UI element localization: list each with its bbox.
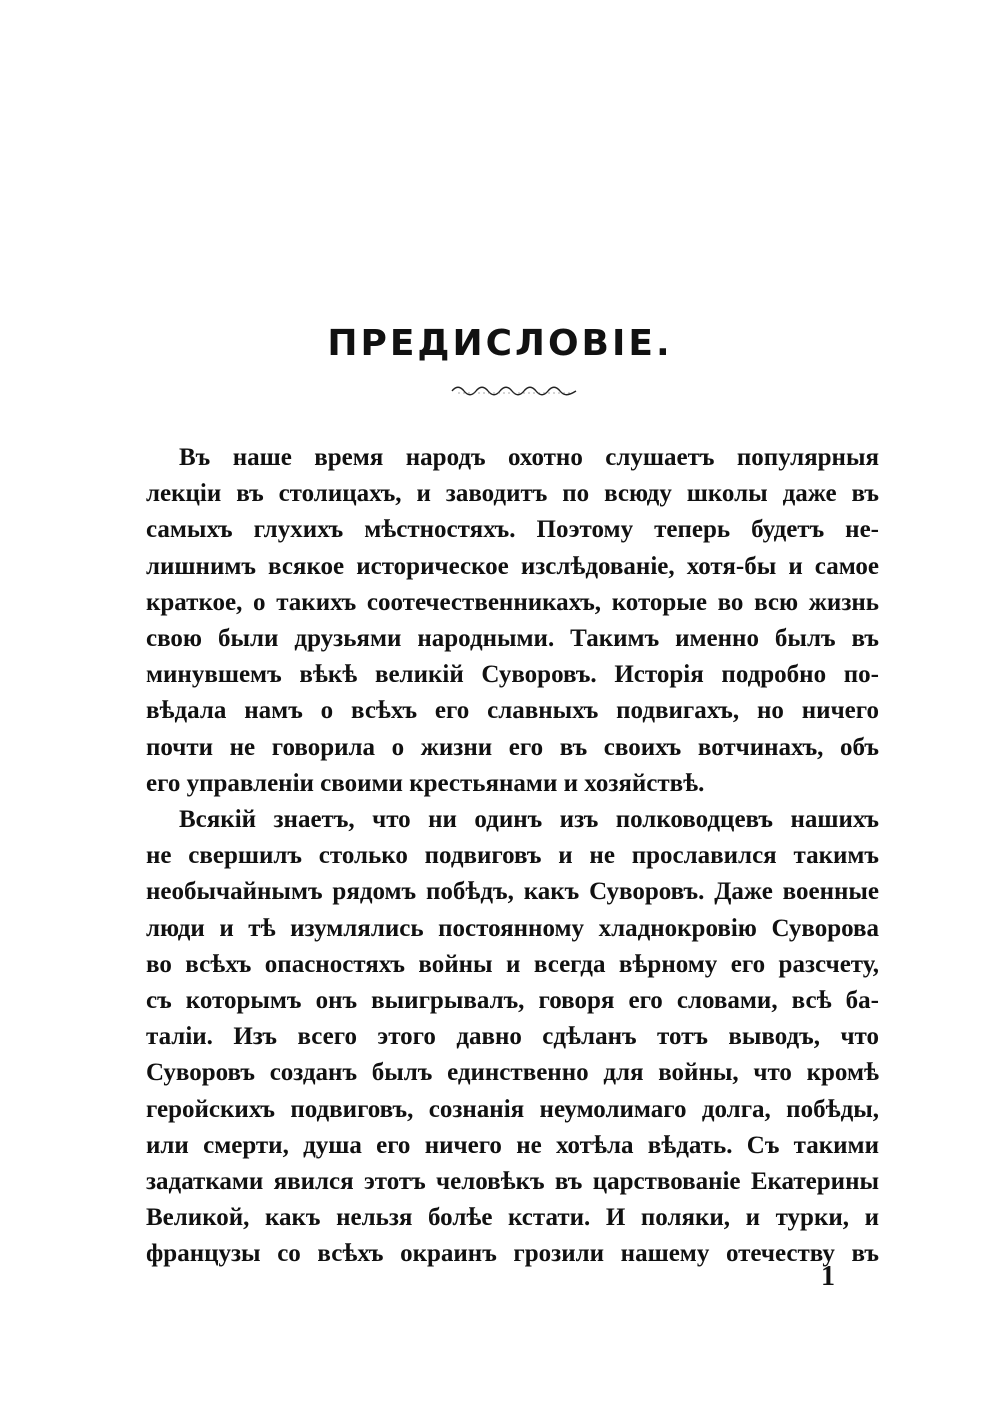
text-line: самыхъ глухихъ мѣстностяхъ. Поэтому теперь будетъ не- [146, 516, 879, 544]
paragraph [146, 440, 879, 802]
text-line: таліи. Изъ всего этого давно сдѣланъ тотъ выводъ, что [146, 1023, 879, 1051]
text-line: его управленіи своими крестьянами и хозяйствѣ. [146, 769, 705, 797]
text-line: свою были друзьями народными. Такимъ именно былъ въ [146, 625, 879, 653]
text-line: не свершилъ столько подвиговъ и не прославился такимъ [146, 842, 879, 870]
text-line: задатками явился этотъ человѣкъ въ царствованіе Екатерины [146, 1168, 879, 1196]
page-title: ПРЕДИСЛОВІЕ. [327, 323, 673, 364]
text-line: или смерти, душа его ничего не хотѣла вѣдать. Съ такими [146, 1131, 879, 1159]
text-line: лишнимъ всякое историческое изслѣдованіе, хотя-бы и самое [146, 552, 879, 580]
page-number: 1 [821, 1261, 835, 1292]
text-line: Великой, какъ нельзя болѣе кстати. И поляки, и турки, и [146, 1204, 879, 1232]
paragraph [146, 802, 879, 1273]
text-line: почти не говорила о жизни его въ своихъ вотчинахъ, объ [146, 733, 879, 761]
text-line: Суворовъ созданъ былъ единственно для войны, что кромѣ [146, 1059, 879, 1087]
text-line: вѣдала намъ о всѣхъ его славныхъ подвигахъ, но ничего [146, 697, 879, 725]
text-line: минувшемъ вѣкѣ великій Суворовъ. Исторія подробно по- [146, 661, 879, 689]
body-text [146, 440, 879, 1273]
text-line: геройскихъ подвиговъ, сознанія неумолимаго долга, побѣды, [146, 1095, 879, 1123]
text-line: Въ наше время народъ охотно слушаетъ популярныя [179, 444, 879, 471]
text-line: люди и тѣ изумлялись постоянному хладнокровію Суворова [146, 914, 879, 942]
text-line: во всѣхъ опасностяхъ войны и всегда вѣрному его разсчету, [146, 950, 879, 978]
text-line: Всякій знаетъ, что ни одинъ изъ полководцевъ нашихъ [179, 806, 879, 834]
text-line: необычайнымъ рядомъ побѣдъ, какъ Суворовъ. Даже военные [146, 878, 879, 906]
title-ornament [450, 384, 578, 398]
text-line: краткое, о такихъ соотечественникахъ, которые во всю жизнь [146, 588, 879, 616]
text-line: лекціи въ столицахъ, и заводитъ по всюду школы даже въ [146, 480, 879, 508]
text-line: съ которымъ онъ выигрывалъ, говоря его словами, всѣ ба- [146, 987, 879, 1015]
text-line: французы со всѣхъ окраинъ грозили нашему отечеству въ [146, 1240, 879, 1268]
